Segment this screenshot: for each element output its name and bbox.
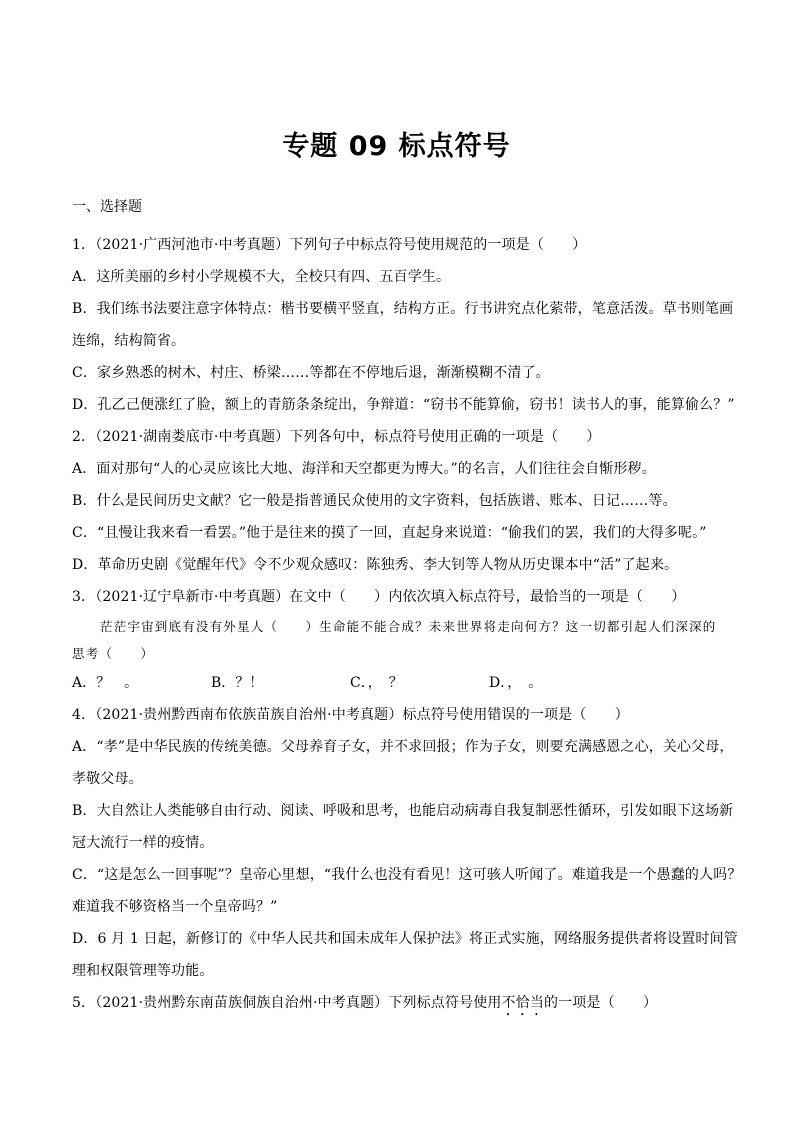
question-5-stem-pre: 5．（2021·贵州黔东南苗族侗族自治州·中考真题）下列标点符号使用 [72, 995, 502, 1011]
question-3-stem: 3．（2021·辽宁阜新市·中考真题）在文中（ ）内依次填入标点符号，最恰当的一项是（ ） [72, 589, 686, 605]
page-title: 专题 09 标点符号 [282, 131, 511, 162]
question-5-stem-emphasis: 不恰当 [501, 995, 544, 1011]
question-2-option-d: D．革命历史剧《觉醒年代》令不少观众感叹：陈独秀、李大钊等人物从历史课本中“活”了起来。 [72, 557, 679, 573]
question-3-passage-cont: 思考（ ） [72, 646, 155, 661]
question-1-option-b-cont: 连绵，结构简省。 [72, 333, 186, 349]
question-1-option-d: D．孔乙己便涨红了脸，额上的青筋条条绽出，争辩道：“窃书不能算偷，窃书！读书人的事，能算偷么？” [72, 397, 735, 413]
question-4-option-a: A．“孝”是中华民族的传统美德。父母养育子女，并不求回报；作为子女，则要充满感恩之心，关心父母， [72, 739, 734, 755]
question-5-stem-post: 的一项是（ ） [544, 995, 658, 1011]
question-2-option-b: B．什么是民间历史文献？它一般是指普通民众使用的文字资料，包括族谱、账本、日记……等。 [72, 493, 677, 509]
question-4-option-b: B．大自然让人类能够自由行动、阅读、呼吸和思考，也能启动病毒自我复制恶性循环，引发如眼下这场新 [72, 803, 734, 819]
question-3-option-c: C．， ？ [350, 675, 403, 691]
question-4-option-c-cont: 难道我不够资格当一个皇帝吗？” [72, 899, 278, 915]
question-3-option-b: B．？！ [211, 675, 264, 691]
document-body [72, 197, 742, 1019]
question-3-option-d: D．， 。 [489, 675, 543, 691]
question-1 [72, 229, 735, 421]
section-heading: 一、选择题 [72, 199, 142, 215]
question-4-option-a-cont: 孝敬父母。 [72, 771, 143, 787]
question-4 [72, 699, 742, 987]
question-1-option-b: B．我们练书法要注意字体特点：楷书要横平竖直，结构方正。行书讲究点化萦带，笔意活泼。草书则笔画 [72, 301, 734, 317]
question-1-option-a: A．这所美丽的乡村小学规模不大，全校只有四、五百学生。 [72, 269, 451, 285]
question-2-stem: 2．（2021·湖南娄底市·中考真题）下列各句中，标点符号使用正确的一项是（ ） [72, 429, 601, 445]
question-4-option-c: C．“这是怎么一回事呢”？皇帝心里想，“我什么也没有看见！这可骇人听闻了。难道我是一个愚蠢的人吗？ [72, 867, 742, 883]
question-3-option-a: A．？ 。 [72, 675, 139, 691]
question-4-option-d-cont: 理和权限管理等功能。 [72, 963, 214, 979]
question-4-stem: 4．（2021·贵州黔西南布依族苗族自治州·中考真题）标点符号使用错误的一项是（ ） [72, 707, 629, 723]
question-4-option-d: D．6 月 1 日起，新修订的《中华人民共和国未成年人保护法》将正式实施，网络服务提供者将设置时间管 [72, 931, 738, 947]
question-2 [72, 421, 727, 581]
question-2-option-a: A．面对那句“人的心灵应该比大地、海洋和天空都更为博大。”的名言，人们往往会自惭形秽。 [72, 461, 656, 477]
question-2-option-c: C．“且慢让我来看一看罢。”他于是往来的摸了一回，直起身来说道：“偷我们的罢，我们的大得多呢。” [72, 525, 707, 541]
question-5 [72, 987, 727, 1019]
question-3-options [72, 667, 727, 699]
question-4-option-b-cont: 冠大流行一样的疫情。 [72, 835, 214, 851]
question-3-passage: 茫茫宇宙到底有没有外星人（ ）生命能不能合成？未来世界将走向何方？这一切都引起人们深深的 [100, 619, 717, 634]
question-3 [72, 581, 727, 699]
question-1-option-c: C．家乡熟悉的树木、村庄、桥梁……等都在不停地后退，渐渐模糊不清了。 [72, 365, 550, 381]
question-5-stem [72, 987, 727, 1019]
question-1-stem: 1．（2021·广西河池市·中考真题）下列句子中标点符号使用规范的一项是（ ） [72, 237, 587, 253]
